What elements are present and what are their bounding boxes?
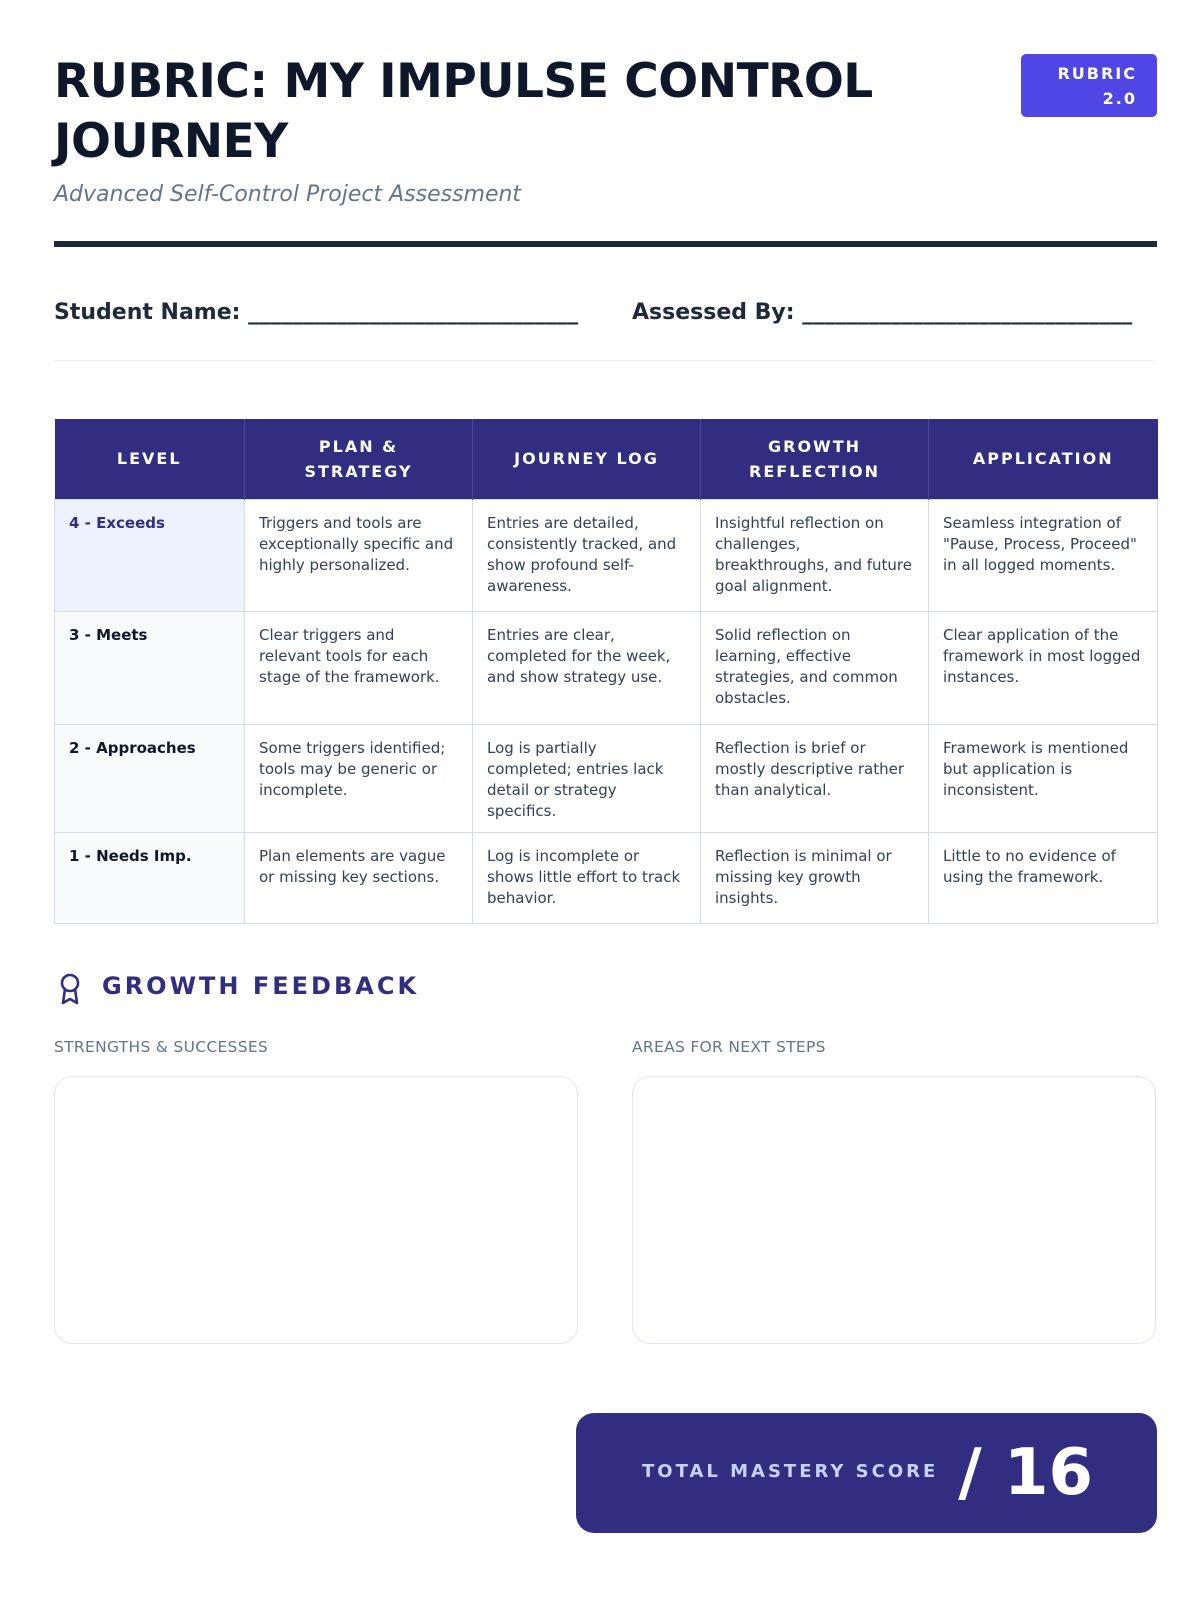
application-cell: Little to no evidence of using the framework.	[929, 832, 1158, 923]
header-application: APPLICATION	[929, 419, 1158, 499]
table-row	[55, 832, 1158, 923]
application-cell: Seamless integration of "Pause, Process, Proceed" in all logged moments.	[929, 499, 1158, 611]
header-level: LEVEL	[55, 419, 245, 499]
assessed-by-field[interactable]: Assessed By: ______________________________	[632, 300, 1133, 325]
badge-version: 2.0	[1102, 89, 1137, 108]
plan-cell: Triggers and tools are exceptionally specific and highly personalized.	[245, 499, 473, 611]
growth-cell: Solid reflection on learning, effective strategies, and common obstacles.	[701, 611, 929, 724]
student-info-fields	[54, 300, 1157, 361]
header-growth-reflection: GROWTH REFLECTION	[701, 419, 929, 499]
level-cell: 4 - Exceeds	[55, 499, 245, 611]
page-title: RUBRIC: MY IMPULSE CONTROL JOURNEY	[54, 54, 873, 169]
journey-cell: Log is incomplete or shows little effort to track behavior.	[473, 832, 701, 923]
header-journey-log: JOURNEY LOG	[473, 419, 701, 499]
rubric-table	[54, 419, 1158, 924]
rubric-page	[54, 48, 1157, 1510]
strengths-textarea[interactable]	[54, 1076, 578, 1344]
next-steps-label: AREAS FOR NEXT STEPS	[632, 1038, 826, 1056]
total-score-panel	[576, 1413, 1157, 1533]
level-cell: 1 - Needs Imp.	[55, 832, 245, 923]
growth-cell: Insightful reflection on challenges, breakthroughs, and future goal alignment.	[701, 499, 929, 611]
plan-cell: Plan elements are vague or missing key sections.	[245, 832, 473, 923]
plan-cell: Clear triggers and relevant tools for each stage of the framework.	[245, 611, 473, 724]
page-subtitle: Advanced Self-Control Project Assessment	[54, 182, 522, 207]
award-ribbon-icon	[56, 972, 84, 1006]
header	[54, 48, 1157, 252]
growth-cell: Reflection is minimal or missing key growth insights.	[701, 832, 929, 923]
total-score-label: TOTAL MASTERY SCORE	[642, 1461, 939, 1482]
level-cell: 2 - Approaches	[55, 724, 245, 832]
growth-feedback-title: GROWTH FEEDBACK	[102, 972, 420, 1000]
table-row	[55, 724, 1158, 832]
table-row	[55, 499, 1158, 611]
journey-cell: Entries are detailed, consistently tracked, and show profound self-awareness.	[473, 499, 701, 611]
level-cell: 3 - Meets	[55, 611, 245, 724]
journey-cell: Entries are clear, completed for the week, and show strategy use.	[473, 611, 701, 724]
rubric-version-badge	[1021, 54, 1157, 117]
table-row	[55, 611, 1158, 724]
next-steps-textarea[interactable]	[632, 1076, 1156, 1344]
header-plan-strategy: PLAN & STRATEGY	[245, 419, 473, 499]
journey-cell: Log is partially completed; entries lack detail or strategy specifics.	[473, 724, 701, 832]
badge-label: RUBRIC	[1057, 64, 1137, 83]
total-score-value[interactable]: / 16	[958, 1436, 1093, 1510]
application-cell: Framework is mentioned but application is inconsistent.	[929, 724, 1158, 832]
header-divider	[54, 241, 1157, 247]
student-name-field[interactable]: Student Name: ______________________________	[54, 300, 579, 325]
strengths-label: STRENGTHS & SUCCESSES	[54, 1038, 269, 1056]
plan-cell: Some triggers identified; tools may be generic or incomplete.	[245, 724, 473, 832]
table-header-row	[55, 419, 1158, 499]
growth-cell: Reflection is brief or mostly descriptive rather than analytical.	[701, 724, 929, 832]
application-cell: Clear application of the framework in most logged instances.	[929, 611, 1158, 724]
